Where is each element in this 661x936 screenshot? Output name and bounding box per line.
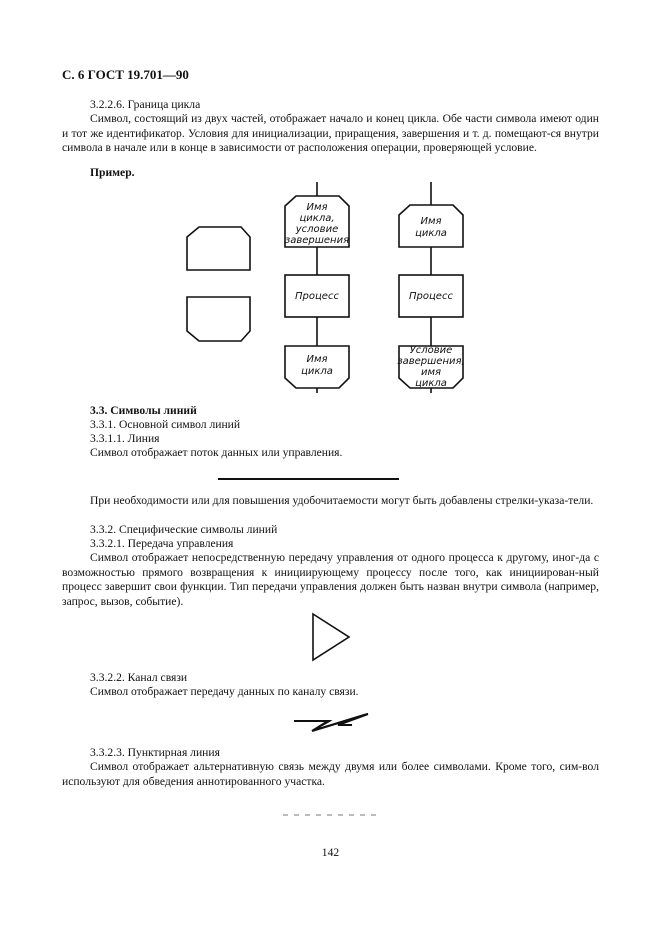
- section-3323-body: Символ отображает альтернативную связь между двумя или более символами. Кроме того, сим-вол используют для обведения аннотированного участка.: [62, 760, 599, 788]
- section-3321-title: 3.3.2.1. Передача управления: [90, 537, 234, 550]
- loop-limit-diagram: [0, 0, 661, 420]
- communication-link-symbol: [0, 709, 661, 739]
- middle-top-label-3: условие: [295, 224, 339, 235]
- right-bottom-label-2: завершения,: [397, 356, 465, 367]
- middle-bottom-label-1: Имя: [306, 354, 328, 365]
- section-331-title: 3.3.1. Основной символ линий: [90, 418, 241, 431]
- section-3322-body: Символ отображает передачу данных по каналу связи.: [90, 685, 359, 698]
- page-number: 142: [321, 846, 340, 859]
- middle-top-label-4: завершения: [284, 235, 350, 246]
- page-header: С. 6 ГОСТ 19.701—90: [62, 67, 189, 82]
- example-label: Пример.: [90, 166, 135, 179]
- section-3321-body: Символ отображает непосредственную передачу управления от одного процесса к другому, иног-да с возможностью прямого возвращения к инициирующему процессу после того, как инициирован-ный процесс завершит свои функции. Тип передачи управления должен быть назван внутри символа (например, запрос, вызов, событие).: [62, 551, 599, 608]
- section-3226-body: Символ, состоящий из двух частей, отображает начало и конец цикла. Обе части символа имеют один и тот же идентификатор. Условия для инициализации, приращения, завершения и т. д. помещают-ся внутри символа в начале или в конце в зависимости от расположения операции, проверяющей условие.: [62, 112, 599, 155]
- right-top-label-1: Имя: [420, 216, 442, 227]
- right-bottom-label-4: цикла: [415, 378, 447, 389]
- section-3323-title: 3.3.2.3. Пунктирная линия: [90, 746, 220, 759]
- section-3226-title: 3.2.2.6. Граница цикла: [90, 98, 201, 111]
- loop-end-shape: [187, 297, 250, 341]
- right-bottom-label-3: имя: [420, 367, 442, 378]
- arrows-note: При необходимости или для повышения удобочитаемости могут быть добавлены стрелки-указа-тели.: [90, 494, 594, 507]
- control-transfer-symbol: [0, 608, 661, 668]
- line-symbol: [0, 469, 661, 489]
- section-3322-title: 3.3.2.2. Канал связи: [90, 671, 188, 684]
- middle-bottom-label-2: цикла: [301, 366, 333, 377]
- dashed-line-symbol: [0, 808, 661, 822]
- right-bottom-label-1: Условие: [409, 345, 453, 356]
- loop-start-shape: [187, 227, 250, 270]
- right-process-label: Процесс: [409, 291, 453, 302]
- middle-top-label-1: Имя: [306, 202, 328, 213]
- line-description: Символ отображает поток данных или управления.: [90, 446, 343, 459]
- right-top-label-2: цикла: [415, 228, 447, 239]
- section-332-title: 3.3.2. Специфические символы линий: [90, 523, 278, 536]
- middle-process-label: Процесс: [295, 291, 339, 302]
- section-3311-title: 3.3.1.1. Линия: [90, 432, 160, 445]
- section-33-title: 3.3. Символы линий: [90, 404, 197, 417]
- middle-top-label-2: цикла,: [299, 213, 335, 224]
